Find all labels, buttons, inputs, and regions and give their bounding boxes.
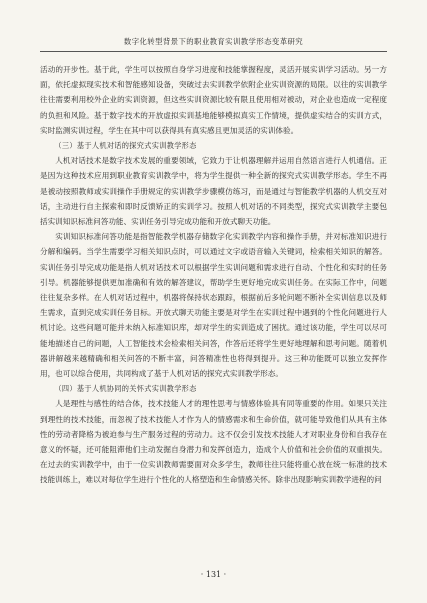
paragraph: 人机对话技术是数字技术发展的重要领域，它致力于让机器理解并运用自然语言进行人机通信。正是因为这种技术应用到职业教育实训教学中，将为学生提供一种全新的探究式实训教学形态。学生不再是被动按照教师或实训操作手册规定的实训教学步骤模仿练习，而是通过与智能教学机器的人机交互对话，主动进行自主探索和即时反馈矫正的实训学习。按照人机对话的不同类型，探究式实训教学主要包括实训知识标准问答功能、实训任务引导完成功能和开放式聊天功能。: [40, 156, 387, 227]
paragraph: 人是理性与感性的结合体，技术技能人才的理性思考与情感体验具有同等重要的作用。如果只关注到理性的技术技能，而忽视了技术技能人才作为人的情感需求和生命价值，就可能导致他们从具有主体性的劳动者降格为被迫参与生产服务过程的劳动力。这不仅会引发技术技能人才对职业身份和自我存在意义的怀疑，还可能阻滞他们主动发掘自身潜力和发挥创造力，造成个人价值和社会价值的双重损失。在过去的实训教学中，由于一位实训教师需要面对众多学生，教师往往只能将重心放在统一标准的技术技能训练上，难以对每位学生进行个性化的人格塑造和生命情感关怀。除非出现影响实训教学进程的问: [40, 399, 387, 485]
page-number: · 131 ·: [200, 570, 227, 579]
running-header: 数字化转型背景下的职业教育实训教学形态变革研究: [40, 36, 387, 52]
paragraph: 实训知识标准问答功能是指智能教学机器存储数字化实训教学内容和操作手册，并对标准知识进行分解和编码。当学生需要学习相关知识点时，可以通过文字或语音输入关键词，检索相关知识的解答。实训任务引导完成功能是指人机对话技术可以根据学生实训问题和需求进行自动、个性化和实时的任务引导。机器能够提供更加准确和有效的解答建议，帮助学生更好地完成实训任务。在实际工作中，问题往往复杂多样。在人机对话过程中，机器将保持状态跟踪，根据前后多轮问题不断补全实训信息以及师生需求，直到完成实训任务目标。开放式聊天功能主要是对学生在实训过程中遇到的个性化问题进行人机讨论。这些问题可能并未纳入标准知识库，却对学生的实训造成了困扰。通过该功能，学生可以尽可能地描述自己的问题，人工智能技术会检索相关问答，作答后还将学生更好地理解和思考问题。随着机器讲解越来越精确和相关问答的不断丰富，问答精准性也将得到提升。这三种功能既可以独立发挥作用，也可以综合使用，共同构成了基于人机对话的探究式实训教学形态。: [40, 232, 387, 379]
page-body: [40, 62, 387, 488]
section-heading: （四）基于人机协同的关怀式实训教学形态: [54, 384, 197, 394]
section-heading: （三）基于人机对话的探究式实训教学形态: [54, 141, 197, 151]
paragraph: 活动的开步性。基于此，学生可以按照自身学习进度和技能掌握程度，灵活开展实训学习活动。另一方面，依托虚拟现实技术和智能感知设备，突破过去实训教学依附企业实训资源的局限。以往的实训教学往往需要利用校外企业的实训资源，但这些实训资源比较有限且使用相对被动，对企业也造成一定程度的负担和风险。基于数字技术的开放虚拟实训基地能够模拟真实工作情境，提供虚实结合的实训方式，实时监测实训过程，学生在其中可以获得具有真实感且更加灵活的实训体验。: [40, 65, 387, 135]
